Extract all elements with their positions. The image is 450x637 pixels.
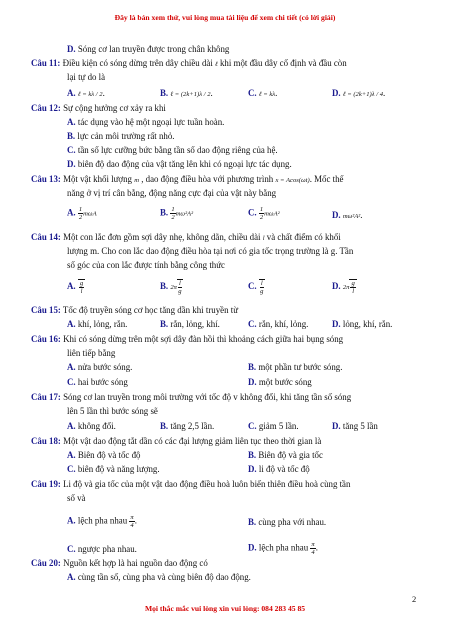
q17-option-d: D. tăng 5 lần: [332, 421, 378, 431]
q18-option-d: D. li độ và tốc độ: [248, 464, 310, 474]
q18-option-b: B. Biên độ và gia tốc: [248, 450, 323, 460]
q19-stem-cont: số và: [67, 493, 86, 503]
q13-option-c: C. $\frac{1}{2}$ mωA²: [248, 206, 280, 221]
q17-stem-cont: lên 5 lần thì bước sóng sẽ: [67, 406, 158, 416]
q10-option-d: D. Sóng cơ lan truyền được trong chân không: [67, 44, 230, 54]
q19-option-c: C. ngược pha nhau.: [67, 544, 137, 554]
q15-option-c: C. rắn, khí, lỏng.: [248, 319, 309, 329]
q16-option-a: A. nửa bước sóng.: [67, 362, 133, 372]
q15-option-d: D. lỏng, khí, rắn.: [332, 319, 393, 329]
q19-option-d: D. lệch pha nhau $\frac{\pi}{4}$ .: [248, 541, 318, 556]
q14-option-a: A. $\frac{g}{l}$: [67, 280, 84, 295]
q17-stem: Câu 17: Sóng cơ lan truyền trong môi trường với tốc độ v không đổi, khi tăng tần số sóng: [31, 392, 352, 402]
q20-stem: Câu 20: Nguồn kết hợp là hai nguồn dao động có: [31, 558, 208, 568]
q14-option-d: D. 2π $\frac{g}{l}$: [332, 280, 355, 295]
q11-option-c: C. ℓ = kλ.: [248, 88, 278, 98]
q14-stem: Câu 14: Một con lắc đơn gồm sợi dây nhẹ, không dãn, chiều dài l và chất điểm có khối: [31, 232, 341, 242]
q13-option-d: D. mω²A².: [332, 210, 363, 220]
q11-option-d: D. ℓ = (2k+1)λ / 4.: [332, 88, 386, 98]
q12-option-c: C. tần số lực cưỡng bức bằng tần số dao động riêng của hệ.: [67, 145, 278, 155]
q12-option-a: A. tác dụng vào hệ một ngoại lực tuần hoàn.: [67, 117, 225, 127]
q19-option-a: A. lệch pha nhau $\frac{\pi}{4}$ .: [67, 514, 137, 529]
q19-stem: Câu 19: Li độ và gia tốc của một vật dao động điều hoà luôn biến thiên điều hoà cùng tần: [31, 479, 351, 489]
q18-option-a: A. Biên độ và tốc độ: [67, 450, 141, 460]
q17-option-c: C. giảm 5 lần.: [248, 421, 299, 431]
q17-option-b: B. tăng 2,5 lần.: [160, 421, 215, 431]
q18-option-c: C. biên độ và năng lượng.: [67, 464, 160, 474]
q20-option-a: A. cùng tần số, cùng pha và cùng biên độ dao động.: [67, 572, 251, 582]
q16-option-d: D. một bước sóng: [248, 377, 312, 387]
q11-stem-cont: lại tự do là: [67, 72, 106, 82]
q13-option-a: A. $\frac{1}{2}$ mωA: [67, 206, 97, 221]
q16-stem: Câu 16: Khi có sóng dừng trên một sợi dây đàn hồi thì khoảng cách giữa hai bụng sóng: [31, 334, 344, 344]
q15-option-a: A. khí, lỏng, rắn.: [67, 319, 128, 329]
q13-stem: Câu 13: Một vật khối lượng m , dao động điều hòa với phương trình x = Acos(ωt). Mốc thế: [31, 174, 344, 184]
q12-option-b: B. lực cản môi trường rất nhỏ.: [67, 131, 175, 141]
q12-stem: Câu 12: Sự cộng hưởng cơ xảy ra khi: [31, 103, 166, 113]
contact-footer: Mọi thắc mắc vui lòng xin vui lòng: 084 283 45 85: [144, 604, 306, 613]
q14-stem-cont2: số góc của con lắc được tính bằng công thức: [67, 260, 225, 270]
q14-stem-cont1: lượng m. Cho con lắc dao động điều hòa tại nơi có gia tốc trọng trường là g. Tần: [67, 246, 354, 256]
q15-option-b: B. rắn, lỏng, khí.: [160, 319, 220, 329]
q12-option-d: D. biên độ dao động của vật tăng lên khi có ngoại lực tác dụng.: [67, 159, 292, 169]
q11-option-b: B. ℓ = (2k+1)λ / 2.: [160, 88, 213, 98]
q15-stem: Câu 15: Tốc độ truyền sóng cơ học tăng dần khi truyền từ: [31, 305, 239, 315]
q16-stem-cont: liên tiếp bằng: [67, 348, 116, 358]
q16-option-c: C. hai bước sóng: [67, 377, 128, 387]
q13-option-b: B. $\frac{1}{2}$ mω²A²: [160, 206, 194, 221]
q18-stem: Câu 18: Một vật dao động tắt dần có các đại lượng giảm liên tục theo thời gian là: [31, 436, 322, 446]
q14-option-b: B. 2π $\frac{l}{g}$: [160, 280, 182, 295]
q11-stem: Câu 11: Điều kiện có sóng dừng trên dây chiều dài ℓ khi một đầu dây cố định và đầu còn: [31, 58, 347, 68]
page-number: 2: [412, 594, 417, 604]
q17-option-a: A. không đổi.: [67, 421, 116, 431]
q16-option-b: B. một phần tư bước sóng.: [248, 362, 343, 372]
q13-stem-cont: năng ở vị trí cân bằng, động năng cực đại của vật này bằng: [67, 188, 277, 198]
preview-banner: Đây là bản xem thử, vui lòng mua tài liệu để xem chi tiết (có lời giải): [114, 13, 336, 22]
q14-option-c: C. $\frac{l}{g}$: [248, 280, 264, 295]
q19-option-b: B. cùng pha với nhau.: [248, 517, 327, 527]
q11-options: A. ℓ = kλ / 2.: [67, 88, 105, 98]
